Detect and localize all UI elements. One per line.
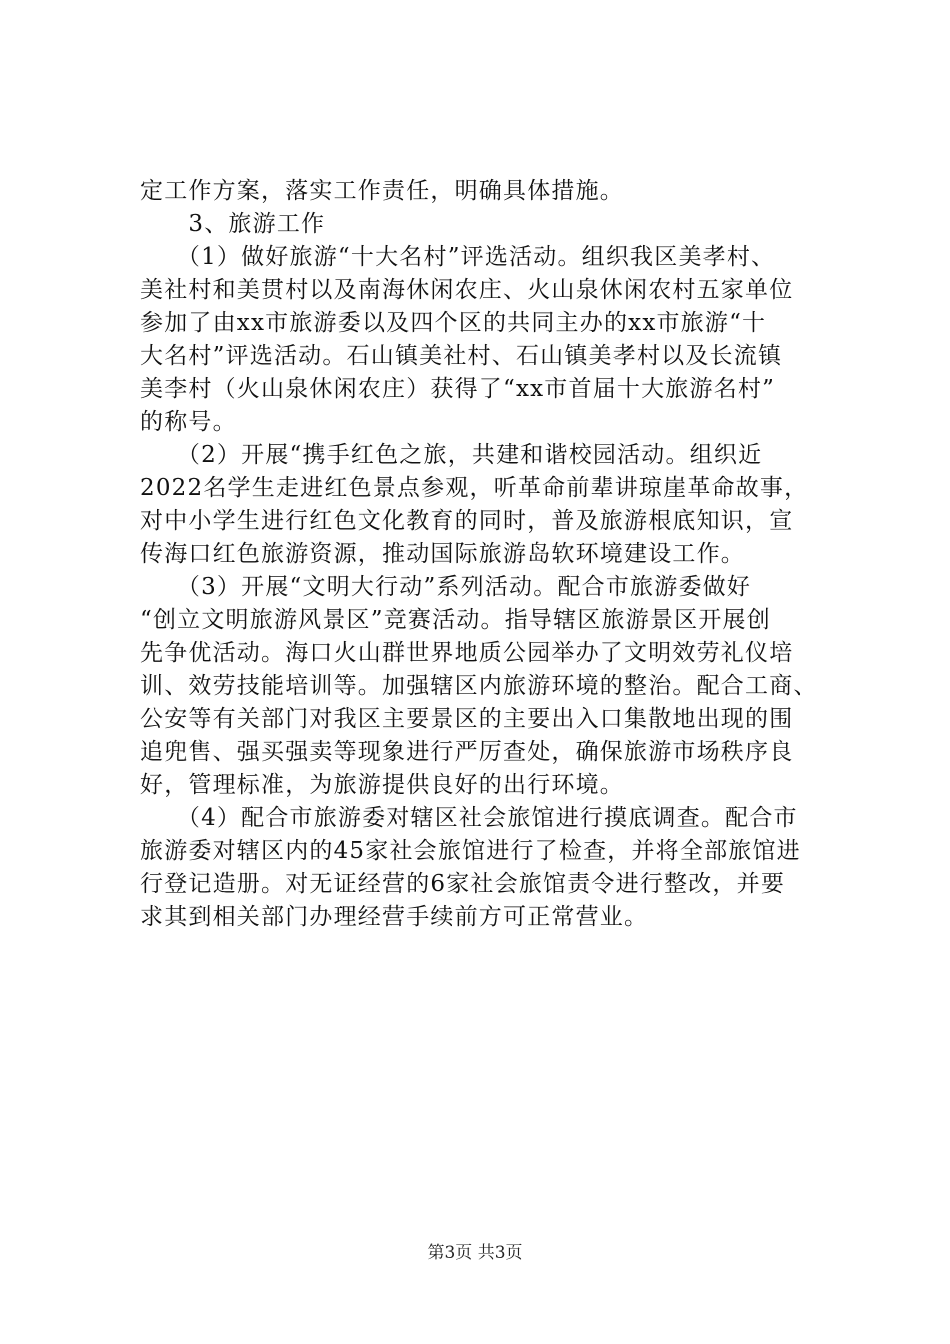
text-line: 美李村（火山泉休闲农庄）获得了“xx市首届十大旅游名村” xyxy=(140,376,776,402)
text-line: 参加了由xx市旅游委以及四个区的共同主办的xx市旅游“十 xyxy=(140,310,767,336)
text-line: 公安等有关部门对我区主要景区的主要出入口集散地出现的围 xyxy=(140,706,794,732)
text-line: （1）做好旅游“十大名村”评选活动。组织我区美孝村、 xyxy=(140,244,776,270)
text-line: 对中小学生进行红色文化教育的同时，普及旅游根底知识，宣 xyxy=(140,508,794,534)
page-number-footer: 第3页 共3页 xyxy=(427,1243,523,1263)
text-line: 大名村”评选活动。石山镇美社村、石山镇美孝村以及长流镇 xyxy=(140,343,783,369)
section-heading: 3、旅游工作 xyxy=(140,211,326,237)
text-line: 的称号。 xyxy=(140,409,237,435)
text-line: （4）配合市旅游委对辖区社会旅馆进行摸底调查。配合市 xyxy=(140,805,798,831)
text-line: 训、效劳技能培训等。加强辖区内旅游环境的整治。配合工商、 xyxy=(140,673,818,699)
text-line: 传海口红色旅游资源，推动国际旅游岛软环境建设工作。 xyxy=(140,541,745,567)
text-line: 行登记造册。对无证经营的6家社会旅馆责令进行整改，并要 xyxy=(140,871,786,897)
text-line: 美社村和美贯村以及南海休闲农庄、火山泉休闲农村五家单位 xyxy=(140,277,794,303)
text-line: （2）开展“携手红色之旅，共建和谐校园活动。组织近 xyxy=(140,442,763,468)
text-line: 追兜售、强买强卖等现象进行严厉查处，确保旅游市场秩序良 xyxy=(140,739,794,765)
text-line: 求其到相关部门办理经营手续前方可正常营业。 xyxy=(140,904,649,930)
text-line: 旅游委对辖区内的45家社会旅馆进行了检查，并将全部旅馆进 xyxy=(140,838,801,864)
text-line: 定工作方案，落实工作责任，明确具体措施。 xyxy=(140,178,624,204)
text-line: 先争优活动。海口火山群世界地质公园举办了文明效劳礼仪培 xyxy=(140,640,794,666)
text-line: “创立文明旅游风景区”竞赛活动。指导辖区旅游景区开展创 xyxy=(140,607,771,633)
text-line: （3）开展“文明大行动”系列活动。配合市旅游委做好 xyxy=(140,574,752,600)
text-line: 好，管理标准，为旅游提供良好的出行环境。 xyxy=(140,772,624,798)
text-line: 2022名学生走进红色景点参观，听革命前辈讲琼崖革命故事， xyxy=(140,475,809,501)
